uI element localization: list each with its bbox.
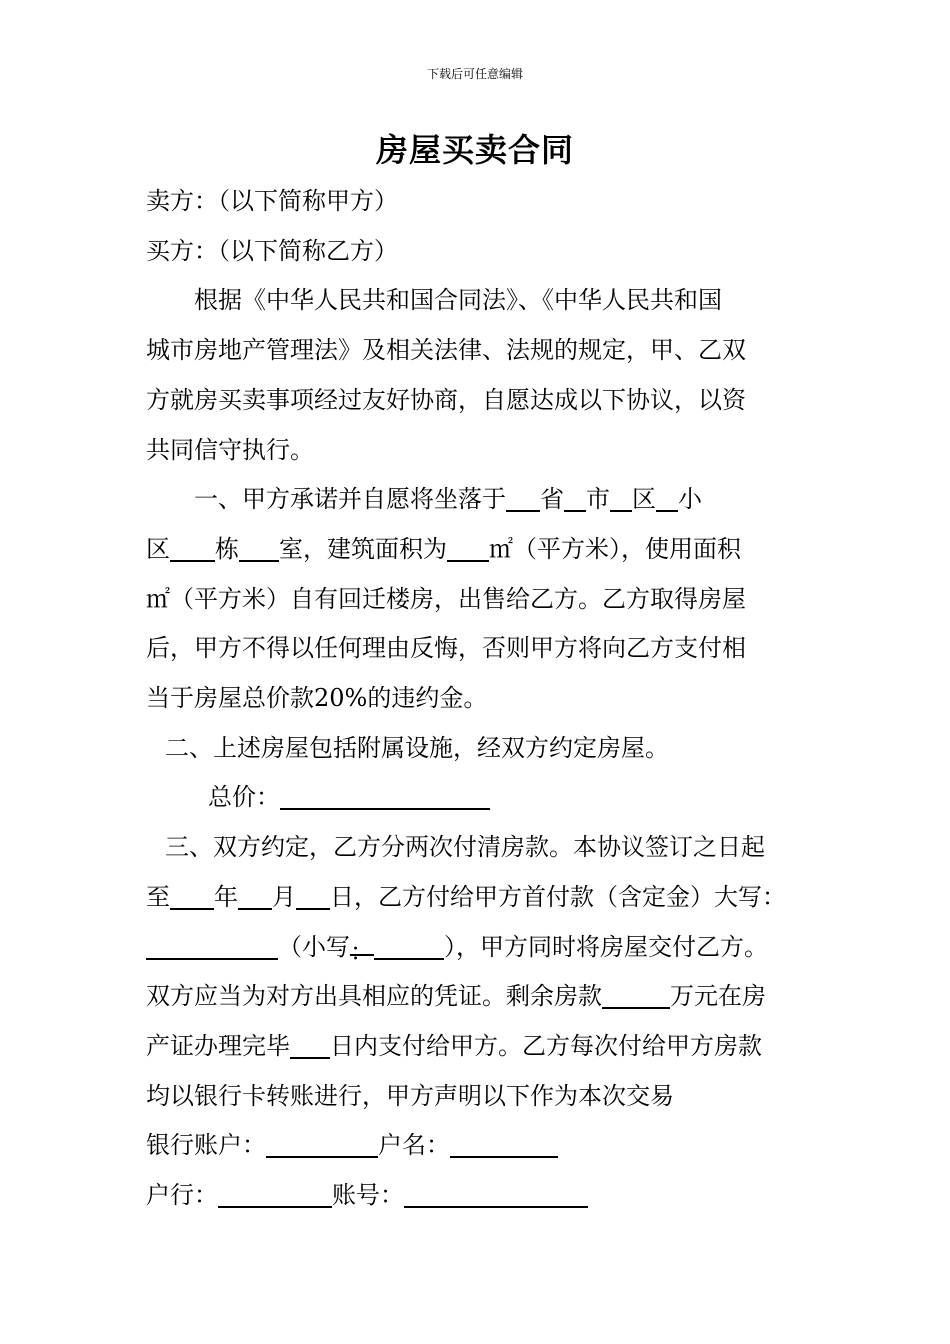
down-payment-label: 日，乙方付给甲方首付款（含定金）大写：: [330, 882, 786, 911]
clause-3-line-1: 三、双方约定，乙方分两次付清房款。本协议签订之日起: [165, 833, 765, 862]
remaining-payment-label: 双方应当为对方出具相应的凭证。剩余房款: [146, 982, 602, 1011]
remaining-unit-text: 万元在房: [670, 982, 766, 1011]
clause-1-line-4: 后，甲方不得以任何理由反悔，否则甲方将向乙方支付相: [146, 634, 746, 663]
clause-1-line-3: ㎡（平方米）自有回迁楼房，出售给乙方。乙方取得房屋: [146, 584, 746, 613]
preamble-line-1: 根据《中华人民共和国合同法》、《中华人民共和国: [194, 286, 722, 315]
usable-area-label: ㎡（平方米），使用面积: [489, 534, 741, 563]
page-header: 下载后可任意编辑: [426, 67, 523, 81]
bank-branch-line: [146, 1171, 822, 1221]
bank-account-label: 银行账户：: [146, 1131, 266, 1160]
blank-total-price[interactable]: [280, 782, 490, 810]
blank-area[interactable]: [447, 534, 489, 562]
buyer-line: 买方：（以下简称乙方）: [146, 236, 398, 265]
clause-3-line-5: [146, 1022, 822, 1072]
clause-3-line-2: [146, 873, 822, 923]
clause-1-line-1: [146, 475, 822, 525]
lowercase-label: （小写: [278, 932, 350, 961]
seller-line: 卖方：（以下简称甲方）: [146, 187, 398, 215]
blank-district[interactable]: [610, 484, 632, 512]
community-label: 小: [678, 485, 702, 514]
handover-text: ），甲方同时将房屋交付乙方。: [444, 932, 768, 961]
total-price-line: [146, 773, 822, 823]
total-price-label: 总价：: [208, 783, 280, 812]
clause-1-text: 一、甲方承诺并自愿将坐落于: [194, 485, 506, 514]
blank-bank-account[interactable]: [266, 1130, 378, 1158]
year-label: 年: [214, 882, 238, 911]
payment-terms-text: 日内支付给甲方。乙方每次付给甲方房款: [330, 1031, 762, 1060]
blank-day[interactable]: [296, 882, 330, 910]
blank-days[interactable]: [290, 1031, 330, 1059]
blank-community[interactable]: [656, 484, 678, 512]
blank-account-number[interactable]: [404, 1180, 588, 1208]
blank-amount-lowercase[interactable]: [374, 932, 444, 960]
clause-1-line-5: 当于房屋总价款20%的违约金。: [146, 684, 488, 713]
blank-account-name[interactable]: [450, 1130, 558, 1158]
clause-3-line-4: [146, 972, 822, 1022]
clause-2-line-1: 二、上述房屋包括附属设施，经双方约定房屋。: [165, 733, 669, 762]
account-name-label: 户名：: [378, 1131, 450, 1160]
preamble-line-3: 方就房买卖事项经过友好协商，自愿达成以下协议，以资: [146, 385, 746, 414]
clause-1-line-2: [146, 525, 822, 575]
lowercase-colon: ：: [350, 928, 374, 956]
city-label: 市: [586, 485, 610, 514]
building-label: 栋: [215, 534, 239, 563]
blank-building[interactable]: [170, 534, 215, 562]
month-label: 月: [272, 882, 296, 911]
blank-remaining-amount[interactable]: [602, 981, 670, 1009]
certificate-label: 产证办理完毕: [146, 1031, 290, 1060]
bank-branch-label: 户行：: [146, 1181, 218, 1210]
area-label: 室，建筑面积为: [279, 534, 447, 563]
account-number-label: 账号：: [332, 1181, 404, 1210]
blank-bank-branch[interactable]: [218, 1180, 332, 1208]
document-title: 房屋买卖合同: [375, 131, 574, 169]
blank-month[interactable]: [238, 882, 272, 910]
preamble-line-2: 城市房地产管理法》及相关法律、法规的规定，甲、乙双: [146, 336, 746, 365]
bank-account-line: [146, 1121, 822, 1171]
blank-room[interactable]: [239, 534, 279, 562]
blank-amount-uppercase[interactable]: [146, 932, 278, 960]
district-label: 区: [632, 485, 656, 514]
blank-year[interactable]: [170, 882, 214, 910]
blank-province[interactable]: [506, 484, 540, 512]
province-label: 省: [540, 485, 564, 514]
blank-city[interactable]: [564, 484, 586, 512]
contract-body: [146, 177, 822, 1221]
preamble-line-4: 共同信守执行。: [146, 435, 314, 464]
clause-3-line-6: 均以银行卡转账进行，甲方声明以下作为本次交易: [146, 1081, 674, 1110]
community-label-cont: 区: [146, 534, 170, 563]
date-prefix: 至: [146, 882, 170, 911]
clause-3-line-3: [146, 923, 822, 973]
